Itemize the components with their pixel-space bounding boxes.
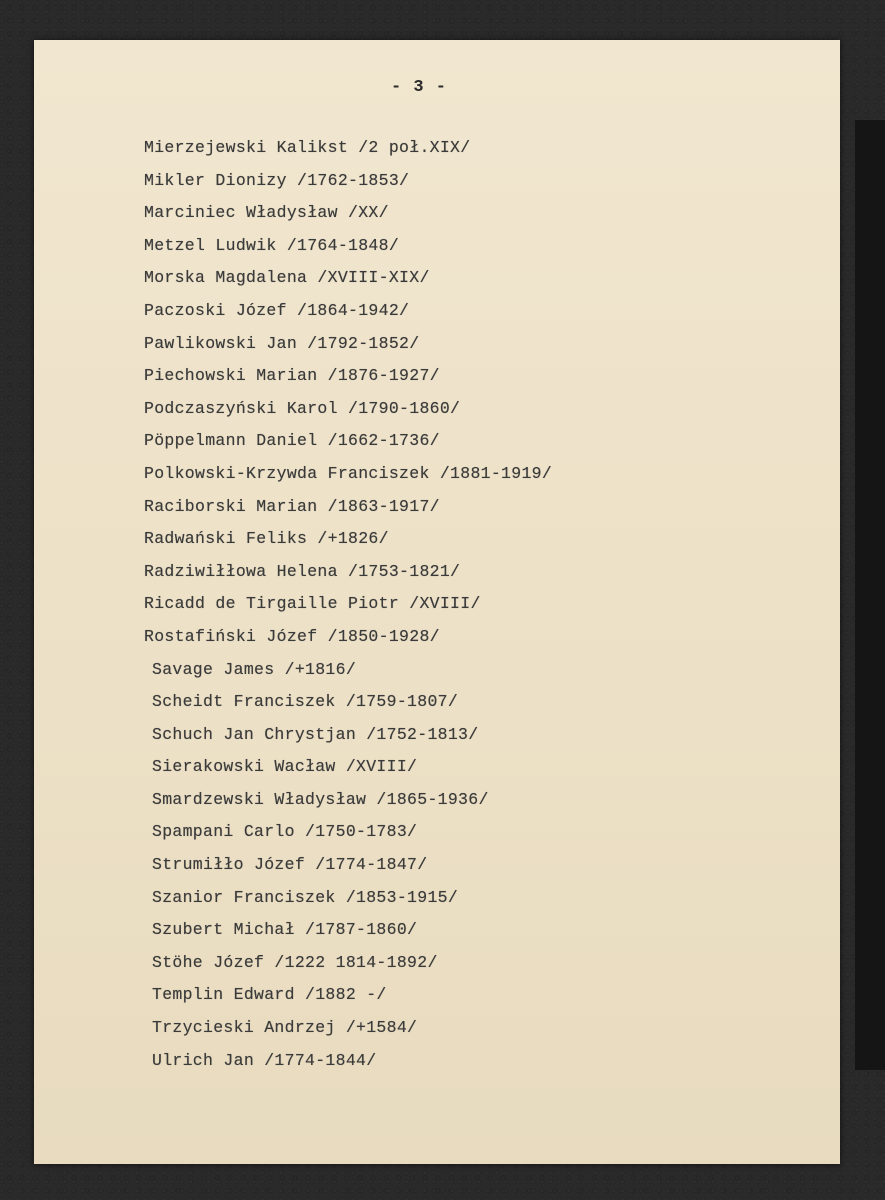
list-item: Morska Magdalena /XVIII-XIX/ [144,268,430,288]
list-item: Metzel Ludwik /1764-1848/ [144,235,400,255]
list-item: Szanior Franciszek /1853-1915/ [152,887,459,907]
list-item: Ulrich Jan /1774-1844/ [152,1050,377,1070]
background-shadow [855,120,885,1070]
list-item: Sierakowski Wacław /XVIII/ [152,757,418,777]
document-page [34,40,840,1164]
list-item: Strumiłło Józef /1774-1847/ [152,855,428,875]
list-item: Raciborski Marian /1863-1917/ [144,496,440,516]
list-item: Marciniec Władysław /XX/ [144,203,389,223]
list-item: Ricadd de Tirgaille Piotr /XVIII/ [144,594,481,614]
list-item: Paczoski Józef /1864-1942/ [144,300,410,320]
list-item: Stöhe Józef /1222 1814-1892/ [152,952,438,972]
list-item: Smardzewski Władysław /1865-1936/ [152,789,489,809]
name-list [144,132,552,1077]
list-item: Szubert Michał /1787-1860/ [152,920,418,940]
list-item: Pawlikowski Jan /1792-1852/ [144,333,420,353]
list-item: Savage James /+1816/ [152,659,357,679]
list-item: Podczaszyński Karol /1790-1860/ [144,398,461,418]
list-item: Spampani Carlo /1750-1783/ [152,822,418,842]
list-item: Mierzejewski Kalikst /2 poł.XIX/ [144,138,471,157]
page-number: - 3 - [390,78,447,97]
list-item: Polkowski-Krzywda Franciszek /1881-1919/ [144,463,553,483]
list-item: Pöppelmann Daniel /1662-1736/ [144,431,440,451]
list-item: Schuch Jan Chrystjan /1752-1813/ [152,724,479,744]
list-item: Mikler Dionizy /1762-1853/ [144,170,410,190]
list-item: Templin Edward /1882 -/ [152,985,387,1005]
list-item: Radwański Feliks /+1826/ [144,529,389,549]
list-item: Rostafiński Józef /1850-1928/ [144,626,440,646]
list-item: Piechowski Marian /1876-1927/ [144,366,440,386]
list-item: Radziwiłłowa Helena /1753-1821/ [144,561,461,581]
list-item: Trzycieski Andrzej /+1584/ [152,1018,418,1038]
list-item: Scheidt Franciszek /1759-1807/ [152,692,459,712]
